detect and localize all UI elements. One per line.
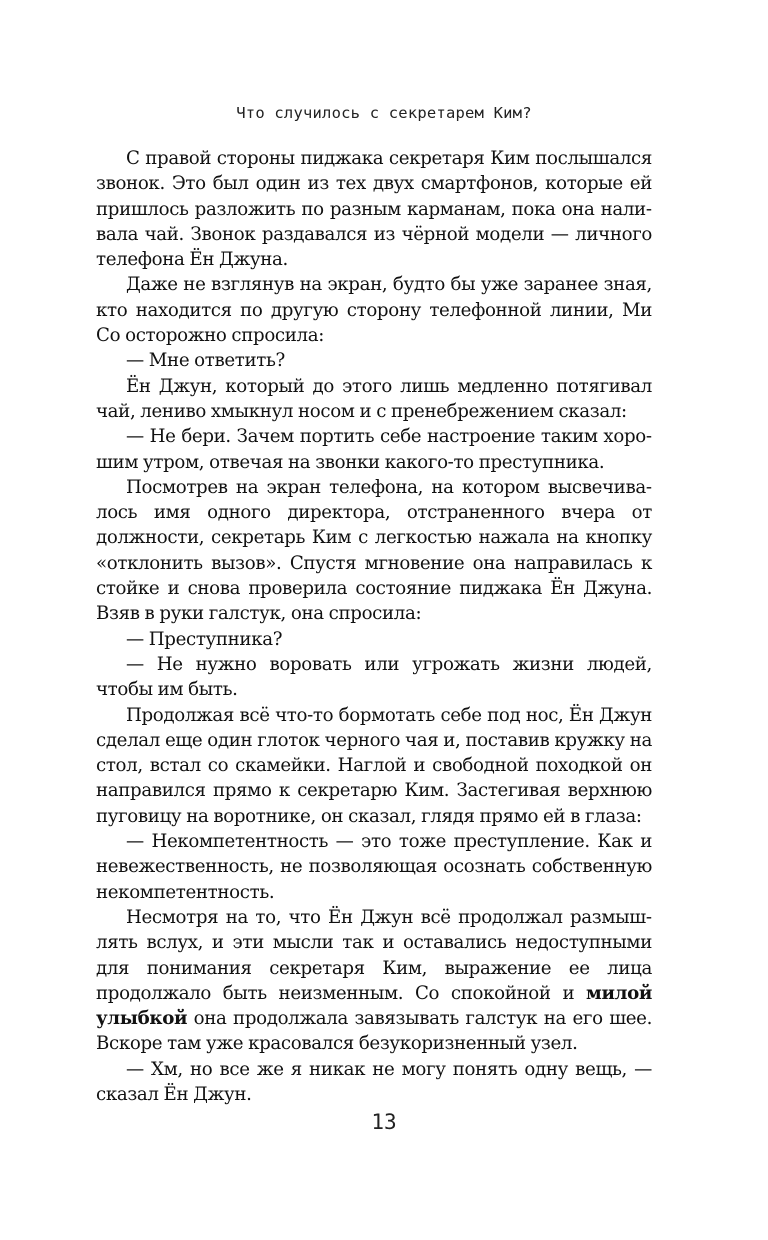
paragraph-text: она продолжала завязывать галстук на его шее. Вскоре там уже красовался безукоризненный узел. <box>96 1008 653 1055</box>
paragraph: Даже не взглянув на экран, будто бы уже заранее зная, кто находится по другую сторону телефонной линии, Ми Со осторожно спросила: <box>96 274 652 347</box>
paragraph: — Не нужно воровать или угрожать жизни людей, чтобы им быть. <box>96 653 652 701</box>
paragraph: Ён Джун, который до этого лишь медленно потягивал чай, лениво хмыкнул носом и с пренебрежением сказал: <box>96 375 652 422</box>
paragraph: С правой стороны пиджака секретаря Ким послышался звонок. Это был один из тех двух смартфонов, которые ей пришлось разложить по разным карманам, пока она наливала чай. Звонок раздавался из чёрной модели — личного телефона Ён Джуна. <box>96 148 652 271</box>
paragraph: — Некомпетентность — это тоже преступление. Как и невежественность, не позволяющая осознать собственную некомпетентность. <box>96 831 652 903</box>
body-text <box>96 146 652 1107</box>
paragraph: Посмотрев на экран телефона, на котором высвечивалось имя одного директора, отстраненного вчера от должности, секретарь Ким с легкостью нажала на кнопку «отклонить вызов». Спустя мгновение она направилась к стойке и снова проверила состояние пиджака Ён Джуна. Взяв в руки галстук, она спросила: <box>96 476 652 625</box>
paragraph: Продолжая всё что-то бормотать себе под нос, Ён Джун сделал еще один глоток черного чая и, поставив кружку на стол, встал со скамейки. Наглой и свободной походкой он направился прямо к секретарю Ким. Застегивая верхнюю пуговицу на воротнике, он сказал, глядя прямо ей в глаза: <box>96 704 652 827</box>
paragraph: — Мне ответить? <box>126 350 285 372</box>
bold-phrase: милой улыбкой <box>96 982 653 1030</box>
paragraph: — Хм, но все же я никак не могу понять одну вещь, — сказал Ён Джун. <box>96 1058 652 1105</box>
page-number: 13 <box>371 1110 397 1134</box>
running-head: Что случилось с секретарем Ким? <box>236 104 532 122</box>
paragraph-text: Несмотря на то, что Ён Джун всё продолжал размышлять вслух, и эти мысли так и оставались недоступными для понимания секретаря Ким, выражение ее лица продолжало быть неизменным. Со спокойной и <box>96 906 652 1004</box>
paragraph: — Не бери. Зачем портить себе настроение таким хорошим утром, отвечая на звонки какого-то преступника. <box>96 426 652 473</box>
paragraph: — Преступника? <box>126 628 283 650</box>
paragraph <box>96 905 652 1057</box>
